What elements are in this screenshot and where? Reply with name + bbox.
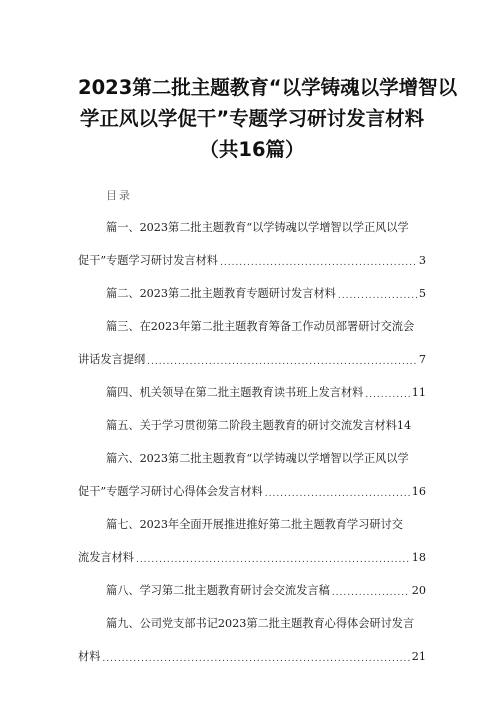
toc-entry-text: 讲话发言提纲 <box>78 353 146 366</box>
toc-entry-text: 篇三、在2023年第二批主题教育筹备工作动员部署研讨交流会 <box>106 320 415 333</box>
toc-page-number: 7 <box>418 353 426 366</box>
toc-entry-text: 篇二、2023第二批主题教育专题研讨发言材料 <box>106 287 336 300</box>
document-title <box>78 0 458 165</box>
toc-entry-text: 篇六、2023第二批主题教育“以学铸魂以学增智以学正风以学 <box>106 452 409 465</box>
toc-leader-dots <box>136 554 410 566</box>
toc-entry-line <box>78 649 426 665</box>
toc-page-number: 20 <box>411 584 426 597</box>
toc-page-number: 3 <box>418 254 426 267</box>
toc-leader-dots <box>338 290 417 302</box>
toc-leader-dots <box>332 587 410 599</box>
toc-leader-dots <box>265 488 410 500</box>
toc-entry[interactable] <box>78 451 426 500</box>
toc-leader-dots <box>365 389 409 401</box>
toc-entry-line <box>78 319 426 335</box>
toc-entry-text: 篇八、学习第二批主题教育研讨会交流发言稿 <box>106 584 330 597</box>
title-line: （共16篇） <box>199 138 305 161</box>
toc-entry-line <box>78 385 426 401</box>
toc-entry-line <box>78 484 426 500</box>
toc-entry[interactable] <box>78 418 426 434</box>
toc-entry-line <box>78 451 426 467</box>
toc-entry[interactable] <box>78 583 426 599</box>
table-of-contents <box>78 220 426 665</box>
toc-entry[interactable] <box>78 220 426 269</box>
toc-entry-text: 篇一、2023第二批主题教育“以学铸魂以学增智以学正风以学 <box>106 221 409 234</box>
toc-page-number: 5 <box>418 287 426 300</box>
toc-entry[interactable] <box>78 517 426 566</box>
toc-entry[interactable] <box>78 319 426 368</box>
toc-leader-dots <box>102 653 409 665</box>
title-line: 学正风以学促干”专题学习研讨发言材料 <box>79 107 425 130</box>
toc-entry-line <box>78 517 426 533</box>
toc-heading: 目录 <box>106 189 132 202</box>
toc-entry-line <box>78 286 426 302</box>
toc-entry[interactable] <box>78 385 426 401</box>
toc-entry-line <box>78 253 426 269</box>
toc-entry-text: 促干”专题学习研讨心得体会发言材料 <box>78 485 263 498</box>
toc-entry-line <box>78 550 426 566</box>
toc-leader-dots <box>147 356 417 368</box>
toc-page-number: 11 <box>411 386 426 399</box>
toc-entry-text: 篇四、机关领导在第二批主题教育读书班上发言材料 <box>106 386 364 399</box>
toc-entry-text: 篇七、2023年全面开展推进推好第二批主题教育学习研讨交 <box>106 518 403 531</box>
toc-entry-text: 流发言材料 <box>78 551 134 564</box>
toc-entry-text: 篇五、关于学习贯彻第二阶段主题教育的研讨交流发言材料14 <box>106 419 412 432</box>
toc-entry-line <box>78 220 426 236</box>
toc-entry[interactable] <box>78 616 426 665</box>
toc-leader-dots <box>220 257 417 269</box>
toc-entry-line <box>78 616 426 632</box>
toc-entry[interactable] <box>78 286 426 302</box>
toc-page-number: 18 <box>411 551 426 564</box>
toc-entry-text: 材料 <box>78 650 101 663</box>
title-line: 2023第二批主题教育“以学铸魂以学增智以 <box>78 76 458 99</box>
toc-entry-line <box>78 352 426 368</box>
toc-page-number: 16 <box>411 485 426 498</box>
toc-entry-text: 促干”专题学习研讨发言材料 <box>78 254 218 267</box>
toc-entry-text: 篇九、公司党支部书记2023第二批主题教育心得体会研讨发言 <box>106 617 415 630</box>
toc-entry-line <box>78 583 426 599</box>
toc-entry-line <box>78 418 426 434</box>
toc-page-number: 21 <box>411 650 426 663</box>
